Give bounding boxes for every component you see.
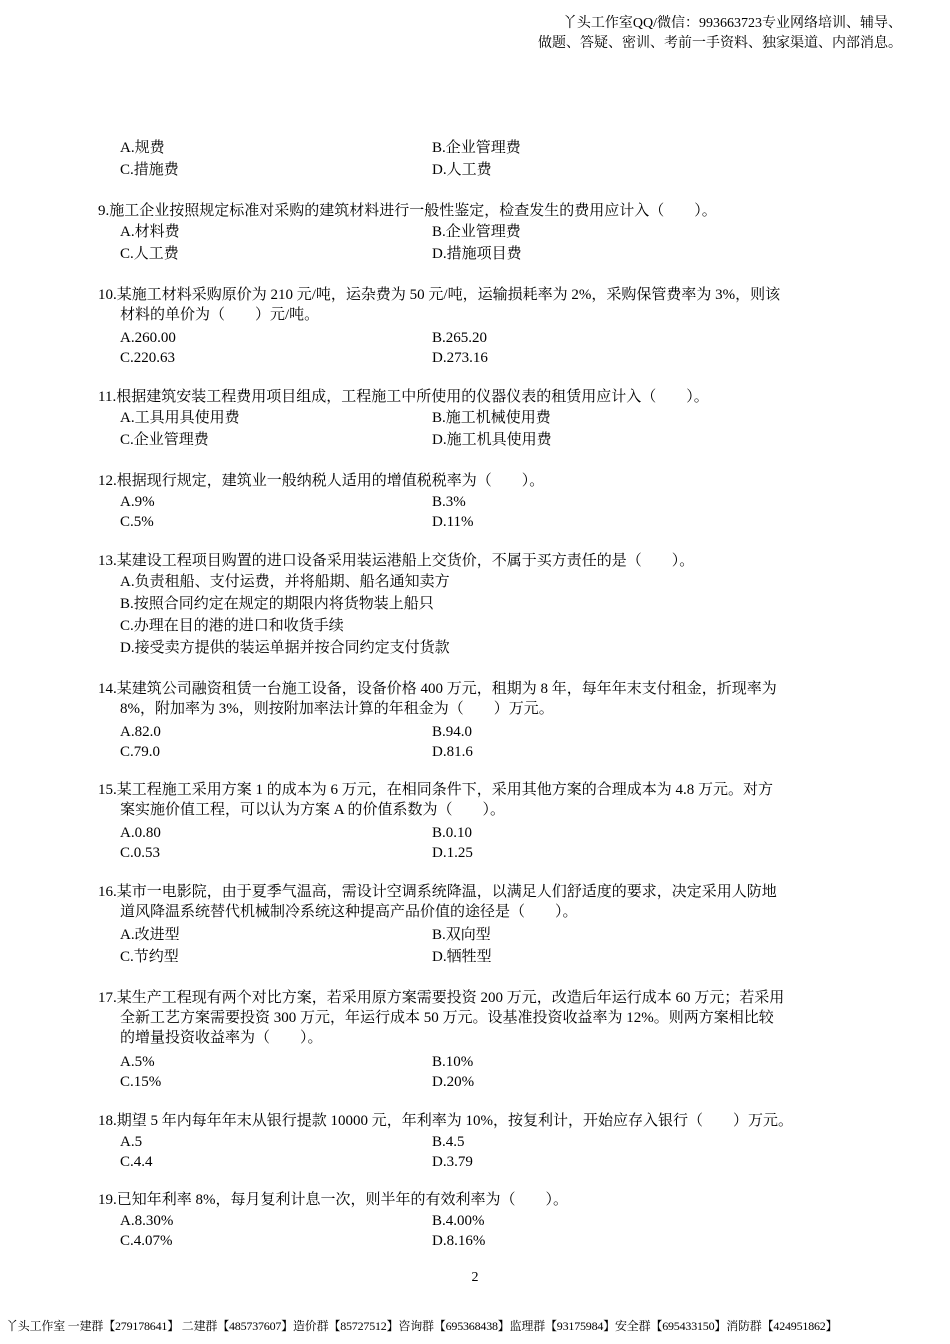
q8-option-c: C.措施费 — [120, 162, 179, 178]
q18-option-d: D.3.79 — [432, 1154, 473, 1170]
q11-option-a: A.工具用具使用费 — [120, 410, 240, 426]
q13-option-b: B.按照合同约定在规定的期限内将货物装上船只 — [120, 596, 434, 612]
q12-option-c: C.5% — [120, 514, 154, 530]
q16-option-a: A.改进型 — [120, 927, 180, 943]
page-number: 2 — [471, 1270, 479, 1285]
header-line-2: 做题、答疑、密训、考前一手资料、独家渠道、内部消息。 — [538, 36, 902, 51]
q15-option-b: B.0.10 — [432, 825, 473, 841]
q10-option-a: A.260.00 — [120, 330, 176, 346]
q8-option-a: A.规费 — [120, 140, 165, 156]
q18-option-a: A.5 — [120, 1134, 143, 1150]
q16-stem: 16.某市一电影院，由于夏季气温高，需设计空调系统降温，以满足人们舒适度的要求，决定采用人防地 道风降温系统替代机械制冷系统这种提高产品价值的途径是（ ）。 — [98, 884, 777, 920]
q15-option-c: C.0.53 — [120, 845, 161, 861]
q17-stem: 17.某生产工程现有两个对比方案，若采用原方案需要投资 200 万元，改造后年运行成本 60 万元；若采用 全新工艺方案需要投资 300 万元，年运行成本 50 万元。设基准投资收益率为 12%。则两方案相比较 的增量投资收益率为（ ）。 — [98, 990, 785, 1046]
q19-stem: 19.已知年利率 8%，每月复利计息一次，则半年的有效利率为（ ）。 — [98, 1192, 568, 1208]
q14-option-b: B.94.0 — [432, 724, 473, 740]
q9-option-b: B.企业管理费 — [432, 224, 521, 240]
q19-option-c: C.4.07% — [120, 1233, 173, 1249]
q19-option-a: A.8.30% — [120, 1213, 174, 1229]
header-line-1: 丫头工作室QQ/微信：993663723专业网络培训、辅导、 — [562, 16, 902, 31]
q9-option-d: D.措施项目费 — [432, 246, 522, 262]
q15-option-a: A.0.80 — [120, 825, 161, 841]
q16-option-d: D.牺牲型 — [432, 949, 492, 965]
q14-stem: 14.某建筑公司融资租赁一台施工设备，设备价格 400 万元，租期为 8 年，每年年末支付租金，折现率为 8%，附加率为 3%，则按附加率法计算的年租金为（ ）万元。 — [98, 681, 777, 717]
q8-option-d: D.人工费 — [432, 162, 492, 178]
q17-option-a: A.5% — [120, 1054, 155, 1070]
q12-stem: 12.根据现行规定，建筑业一般纳税人适用的增值税税率为（ ）。 — [98, 473, 545, 489]
q18-option-c: C.4.4 — [120, 1154, 153, 1170]
q19-option-d: D.8.16% — [432, 1233, 486, 1249]
page-header — [462, 14, 902, 54]
q17-option-c: C.15% — [120, 1074, 162, 1090]
q14-option-d: D.81.6 — [432, 744, 473, 760]
q16-option-c: C.节约型 — [120, 949, 179, 965]
q11-option-d: D.施工机具使用费 — [432, 432, 552, 448]
q14-option-a: A.82.0 — [120, 724, 161, 740]
q9-option-a: A.材料费 — [120, 224, 180, 240]
q12-option-b: B.3% — [432, 494, 466, 510]
q14-option-c: C.79.0 — [120, 744, 161, 760]
q9-option-c: C.人工费 — [120, 246, 179, 262]
q13-option-d: D.接受卖方提供的装运单据并按合同约定支付货款 — [120, 640, 450, 656]
q19-option-b: B.4.00% — [432, 1213, 485, 1229]
q9-stem: 9.施工企业按照规定标准对采购的建筑材料进行一般性鉴定，检查发生的费用应计入（ ）。 — [98, 203, 717, 219]
q11-option-b: B.施工机械使用费 — [432, 410, 551, 426]
q16-option-b: B.双向型 — [432, 927, 491, 943]
q18-stem: 18.期望 5 年内每年年末从银行提款 10000 元，年利率为 10%，按复利计，开始应存入银行（ ）万元。 — [98, 1113, 793, 1129]
q8-option-b: B.企业管理费 — [432, 140, 521, 156]
q10-option-c: C.220.63 — [120, 350, 176, 366]
q11-stem: 11.根据建筑安装工程费用项目组成，工程施工中所使用的仪器仪表的租赁用应计入（ ）。 — [98, 389, 709, 405]
q10-option-b: B.265.20 — [432, 330, 488, 346]
q18-option-b: B.4.5 — [432, 1134, 465, 1150]
q10-stem: 10.某施工材料采购原价为 210 元/吨，运杂费为 50 元/吨，运输损耗率为 2%，采购保管费率为 3%，则该 材料的单价为（ ）元/吨。 — [98, 287, 781, 323]
q17-option-d: D.20% — [432, 1074, 475, 1090]
q13-option-a: A.负责租船、支付运费，并将船期、船名通知卖方 — [120, 574, 450, 590]
q13-stem: 13.某建设工程项目购置的进口设备采用装运港船上交货价，不属于买方责任的是（ ）。 — [98, 553, 695, 569]
q13-option-c: C.办理在目的港的进口和收货手续 — [120, 618, 344, 634]
q15-option-d: D.1.25 — [432, 845, 473, 861]
q11-option-c: C.企业管理费 — [120, 432, 209, 448]
q12-option-a: A.9% — [120, 494, 155, 510]
q17-option-b: B.10% — [432, 1054, 474, 1070]
q12-option-d: D.11% — [432, 514, 474, 530]
page-footer: 丫头工作室 一建群【279178641】 二建群【485737607】造价群【85727512】咨询群【695368438】监理群【93175984】安全群【695433150】消防群【424951862】 — [6, 1319, 838, 1333]
q15-stem: 15.某工程施工采用方案 1 的成本为 6 万元，在相同条件下，采用其他方案的合理成本为 4.8 万元。对方 案实施价值工程，可以认为方案 A 的价值系数为（ ）。 — [98, 782, 774, 818]
q10-option-d: D.273.16 — [432, 350, 488, 366]
